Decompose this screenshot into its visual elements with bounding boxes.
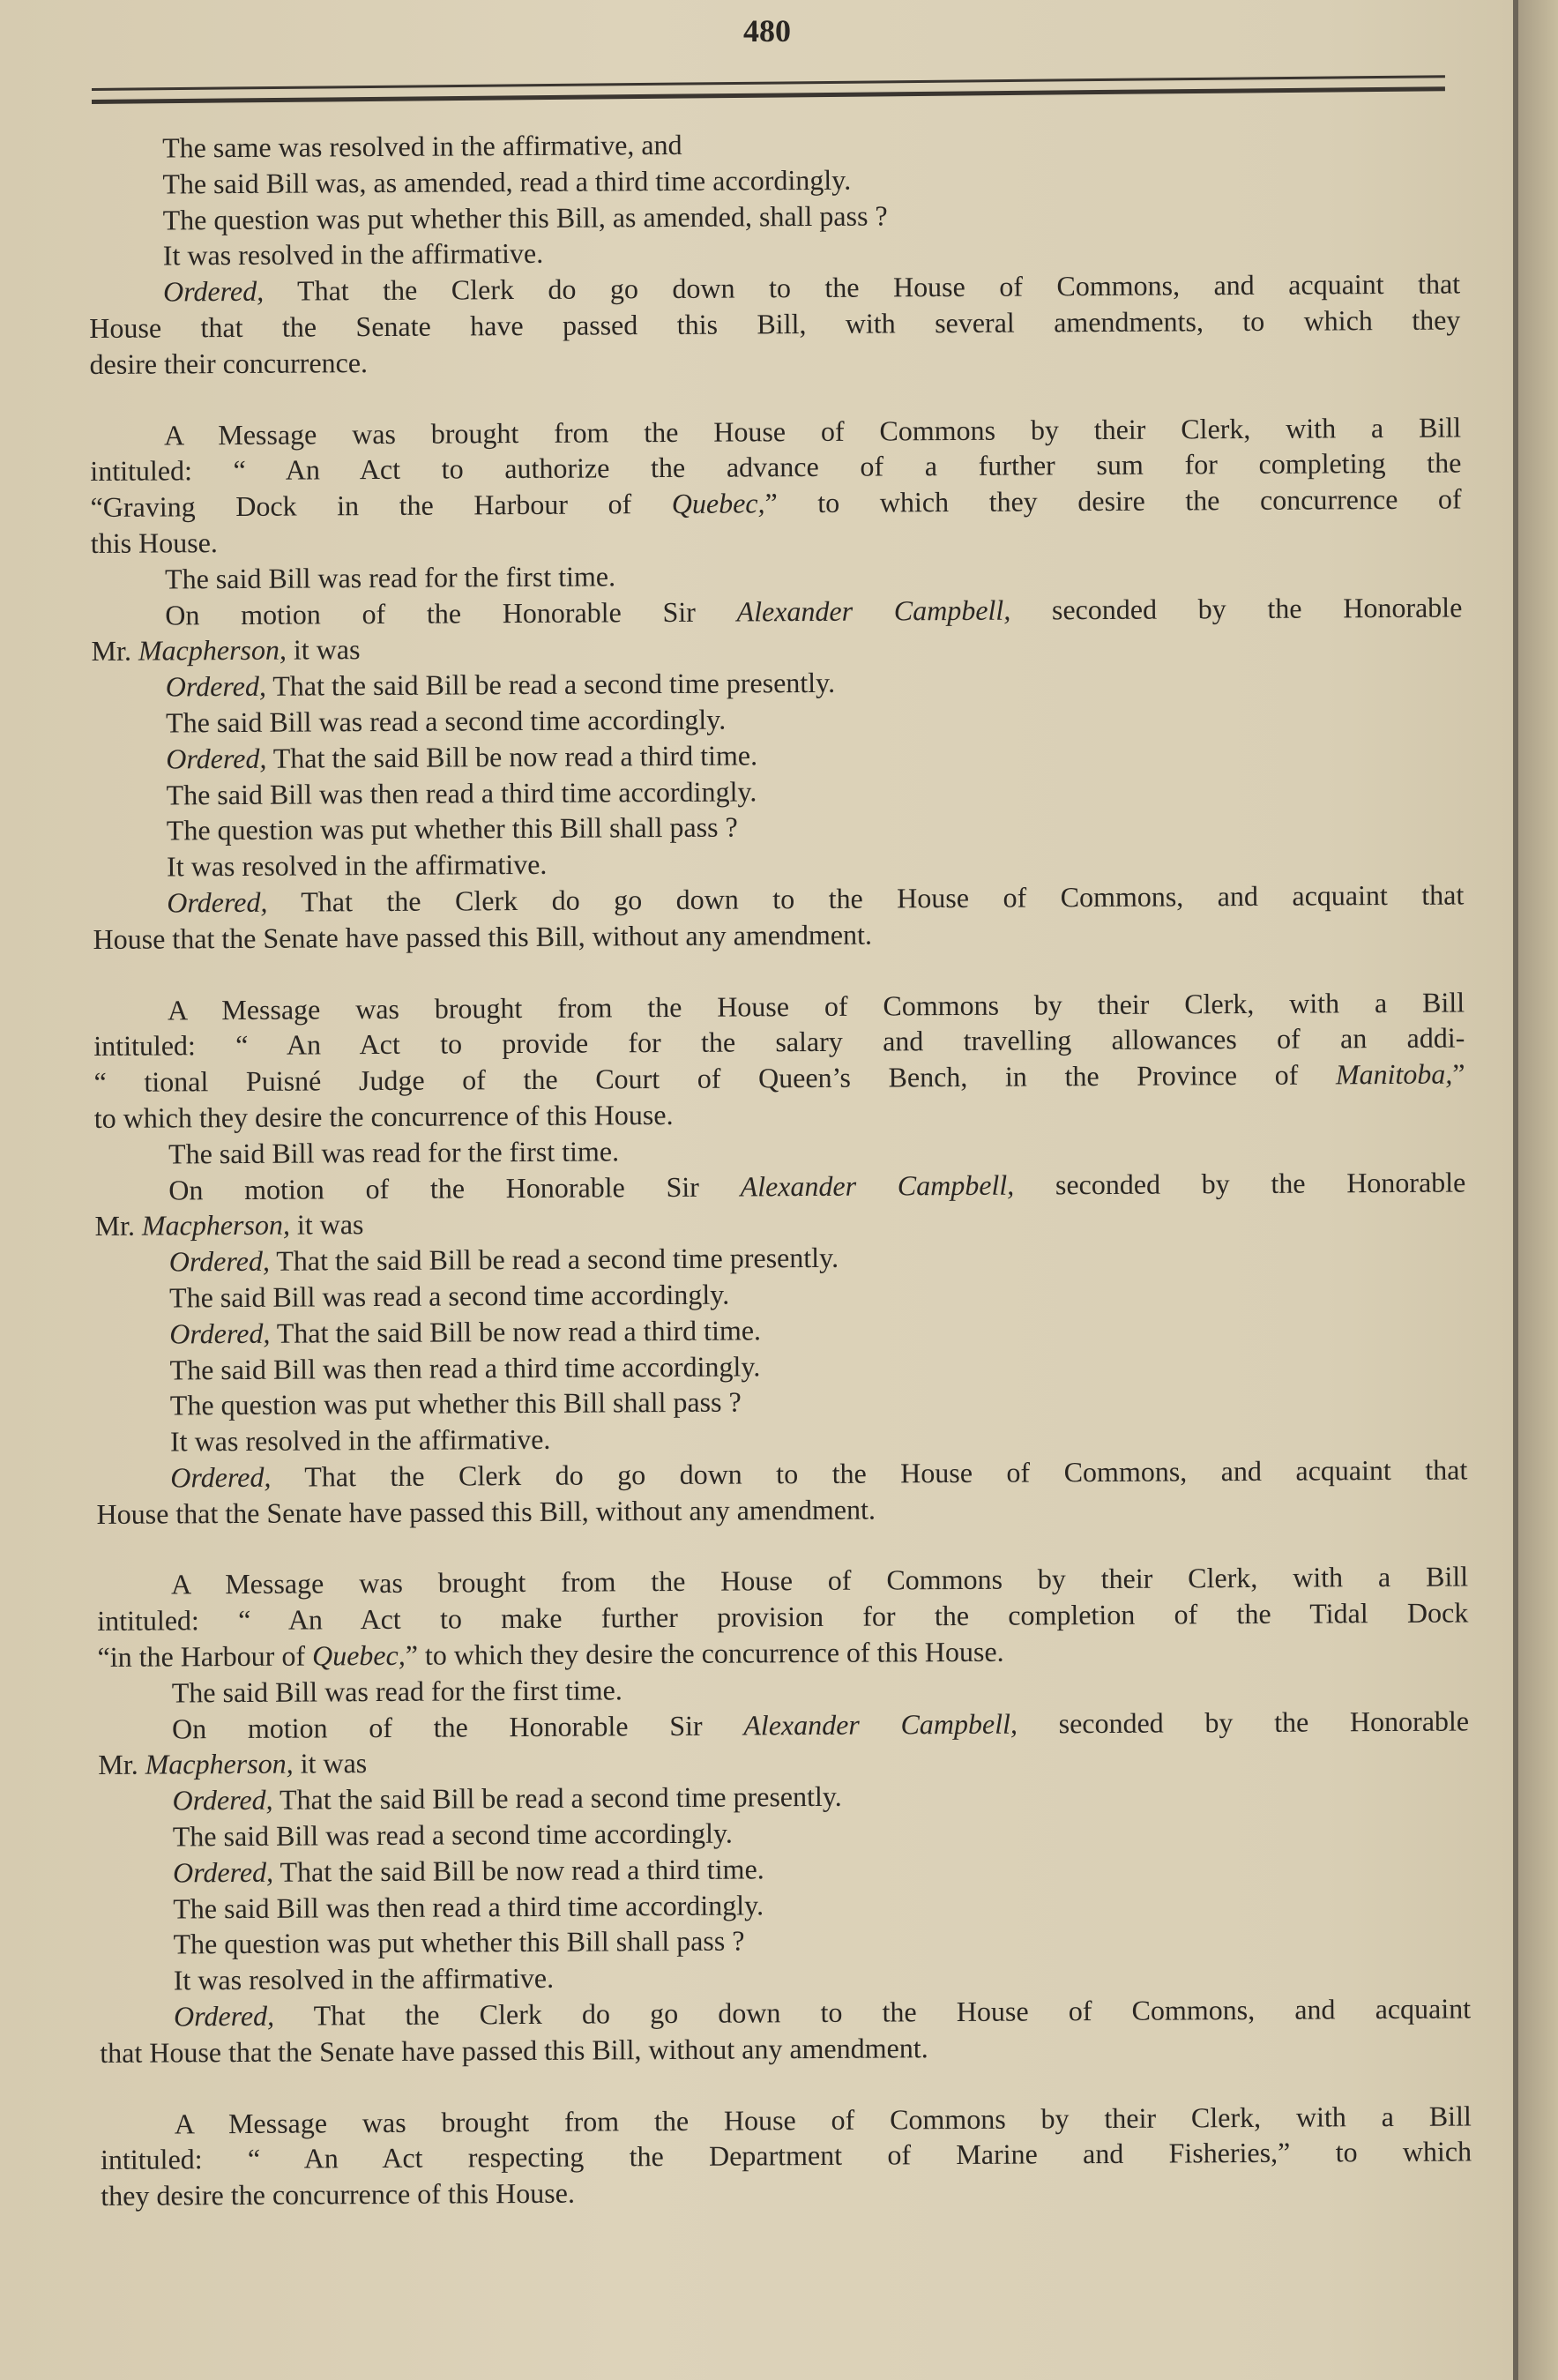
italic-text: Quebec, [671, 487, 765, 520]
italic-text: Ordered, [172, 1784, 273, 1817]
italic-text: Ordered, [166, 742, 267, 775]
line-text: That the said Bill be read a second time presently. [269, 1241, 839, 1277]
line-text: Mr. [94, 1209, 143, 1242]
line-text: The question was put whether this Bill shall pass ? [166, 810, 738, 847]
italic-text: Macpherson, [138, 633, 287, 668]
italic-text: Manitoba, [1335, 1057, 1453, 1091]
italic-text: Ordered, [165, 669, 267, 703]
line-text: it was [293, 1747, 368, 1780]
line-text: House that the Senate have passed this Bill, without any amendment. [96, 1493, 876, 1530]
text-line [101, 2170, 1472, 2214]
line-text: The question was put whether this Bill shall pass ? [173, 1924, 745, 1960]
line-text: intituled: “ An Act respecting the Department of Marine and Fisheries,” to which [100, 2135, 1472, 2176]
line-text: The said Bill was, as amended, read a third time accordingly. [162, 163, 852, 200]
line-text: seconded by the Honorable [1010, 591, 1463, 626]
text-line [93, 913, 1464, 957]
italic-text: Ordered, [173, 1999, 275, 2033]
line-text: A Message was brought from the House of Commons by their Clerk, with a Bill [163, 411, 1462, 451]
italic-text: Ordered, [167, 885, 268, 919]
line-text: The said Bill was then read a third time accordingly. [169, 1349, 761, 1385]
line-text: That the said Bill be read a second time presently. [265, 666, 836, 702]
page-number: 480 [743, 13, 791, 48]
line-text: That the Clerk do go down to the House of Commons, and acquaint that [267, 878, 1465, 918]
italic-text: Ordered, [169, 1317, 271, 1350]
line-text: That the said Bill be read a second time presently. [272, 1780, 842, 1817]
line-text: That the Clerk do go down to the House of Commons, and acquaint that [271, 1453, 1468, 1493]
header-rule-thick [92, 86, 1445, 104]
text-line [96, 1488, 1467, 1532]
line-text: A Message was brought from the House of Commons by their Clerk, with a Bill [167, 986, 1465, 1026]
line-text: That the said Bill be now read a third time. [266, 739, 758, 774]
binding-shadow [1518, 0, 1558, 2380]
line-text: this House. [90, 526, 218, 559]
line-text: “ tional Puisné Judge of the Court of Queen’s Bench, in the Province of [93, 1058, 1337, 1099]
line-text: It was resolved in the affirmative. [162, 237, 544, 272]
line-text: intituled: “ An Act to make further provision for the completion of the Tidal Dock [97, 1596, 1469, 1638]
line-text: desire their concurrence. [89, 346, 369, 380]
line-text: “in the Harbour of [97, 1639, 313, 1674]
italic-text: Alexander Campbell, [740, 1168, 1015, 1203]
line-text: ” [1452, 1057, 1465, 1090]
line-text: It was resolved in the affirmative. [166, 847, 548, 883]
line-text: it was [286, 633, 361, 666]
line-text: The said Bill was read a second time accordingly. [168, 1278, 730, 1314]
line-text: On motion of the Honorable Sir [165, 595, 737, 631]
line-text: It was resolved in the affirmative. [169, 1422, 551, 1458]
line-text: The said Bill was then read a third time accordingly. [166, 774, 757, 811]
line-text: it was [289, 1208, 364, 1241]
journal-entry [90, 409, 1465, 957]
line-text: House that the Senate have passed this Bill, with several amendments, to which they [89, 303, 1461, 344]
line-text: Mr. [98, 1749, 145, 1781]
line-text: That the said Bill be now read a third time. [273, 1853, 764, 1888]
line-text: seconded by the Honorable [1017, 1705, 1470, 1740]
italic-text: Ordered, [168, 1244, 270, 1278]
italic-text: Ordered, [170, 1460, 272, 1494]
line-text: That the said Bill be now read a third time. [270, 1314, 762, 1349]
line-text: “Graving Dock in the Harbour of [90, 488, 672, 524]
line-text: That the Clerk do go down to the House of Commons, and acquaint that [264, 267, 1461, 307]
line-text: that House that the Senate have passed this Bill, without any amendment. [100, 2032, 928, 2069]
text-line [100, 2026, 1471, 2070]
line-text: ” to which they desire the concurrence of this House. [405, 1635, 1004, 1671]
line-text: The said Bill was read for the first time. [164, 560, 616, 595]
line-text: The said Bill was read a second time accordingly. [172, 1817, 733, 1853]
line-text: That the Clerk do go down to the House of Commons, and acquaint [273, 1992, 1472, 2032]
line-text: The question was put whether this Bill, as amended, shall pass ? [162, 199, 888, 236]
text-line [89, 338, 1460, 382]
line-text: House that the Senate have passed this Bill, without any amendment. [93, 918, 873, 955]
line-text: they desire the concurrence of this House. [101, 2176, 575, 2212]
italic-text: Alexander Campbell, [736, 593, 1011, 628]
line-text: ” to which they desire the concurrence of [764, 482, 1462, 519]
italic-text: Ordered, [172, 1855, 274, 1889]
line-text: Mr. [91, 635, 139, 668]
line-text: The same was resolved in the affirmative, and [162, 128, 682, 164]
line-text: A Message was brought from the House of Commons by their Clerk, with a Bill [170, 1560, 1469, 1600]
line-text: On motion of the Honorable Sir [171, 1709, 744, 1745]
journal-entry [97, 1559, 1471, 2071]
italic-text: Macpherson, [145, 1748, 294, 1781]
line-text: The said Bill was read a second time accordingly. [165, 703, 727, 739]
journal-entry [88, 123, 1461, 383]
italic-text: Ordered, [163, 274, 265, 308]
italic-text: Alexander Campbell, [743, 1707, 1018, 1742]
line-text: The question was put whether this Bill shall pass ? [169, 1385, 742, 1421]
line-text: It was resolved in the affirmative. [173, 1962, 555, 1996]
italic-text: Macpherson, [141, 1208, 291, 1242]
line-text: The said Bill was read for the first time. [171, 1674, 622, 1709]
line-text: intituled: “ An Act to provide for the salary and travelling allowances of an addi- [93, 1021, 1465, 1063]
line-text: A Message was brought from the House of Commons by their Clerk, with a Bill [174, 2100, 1472, 2140]
line-text: seconded by the Honorable [1014, 1165, 1466, 1201]
journal-entry [101, 2098, 1472, 2214]
binding-edge [1513, 0, 1518, 2380]
line-text: to which they desire the concurrence of this House. [93, 1098, 674, 1134]
line-text: The said Bill was read for the first time. [168, 1135, 620, 1170]
line-text: The said Bill was then read a third time accordingly. [173, 1889, 764, 1925]
line-text: intituled: “ An Act to authorize the advance of a further sum for completing the [90, 446, 1462, 488]
journal-text [88, 123, 1472, 2249]
journal-entry [93, 984, 1468, 1532]
line-text: On motion of the Honorable Sir [168, 1170, 741, 1205]
italic-text: Quebec, [311, 1638, 406, 1672]
